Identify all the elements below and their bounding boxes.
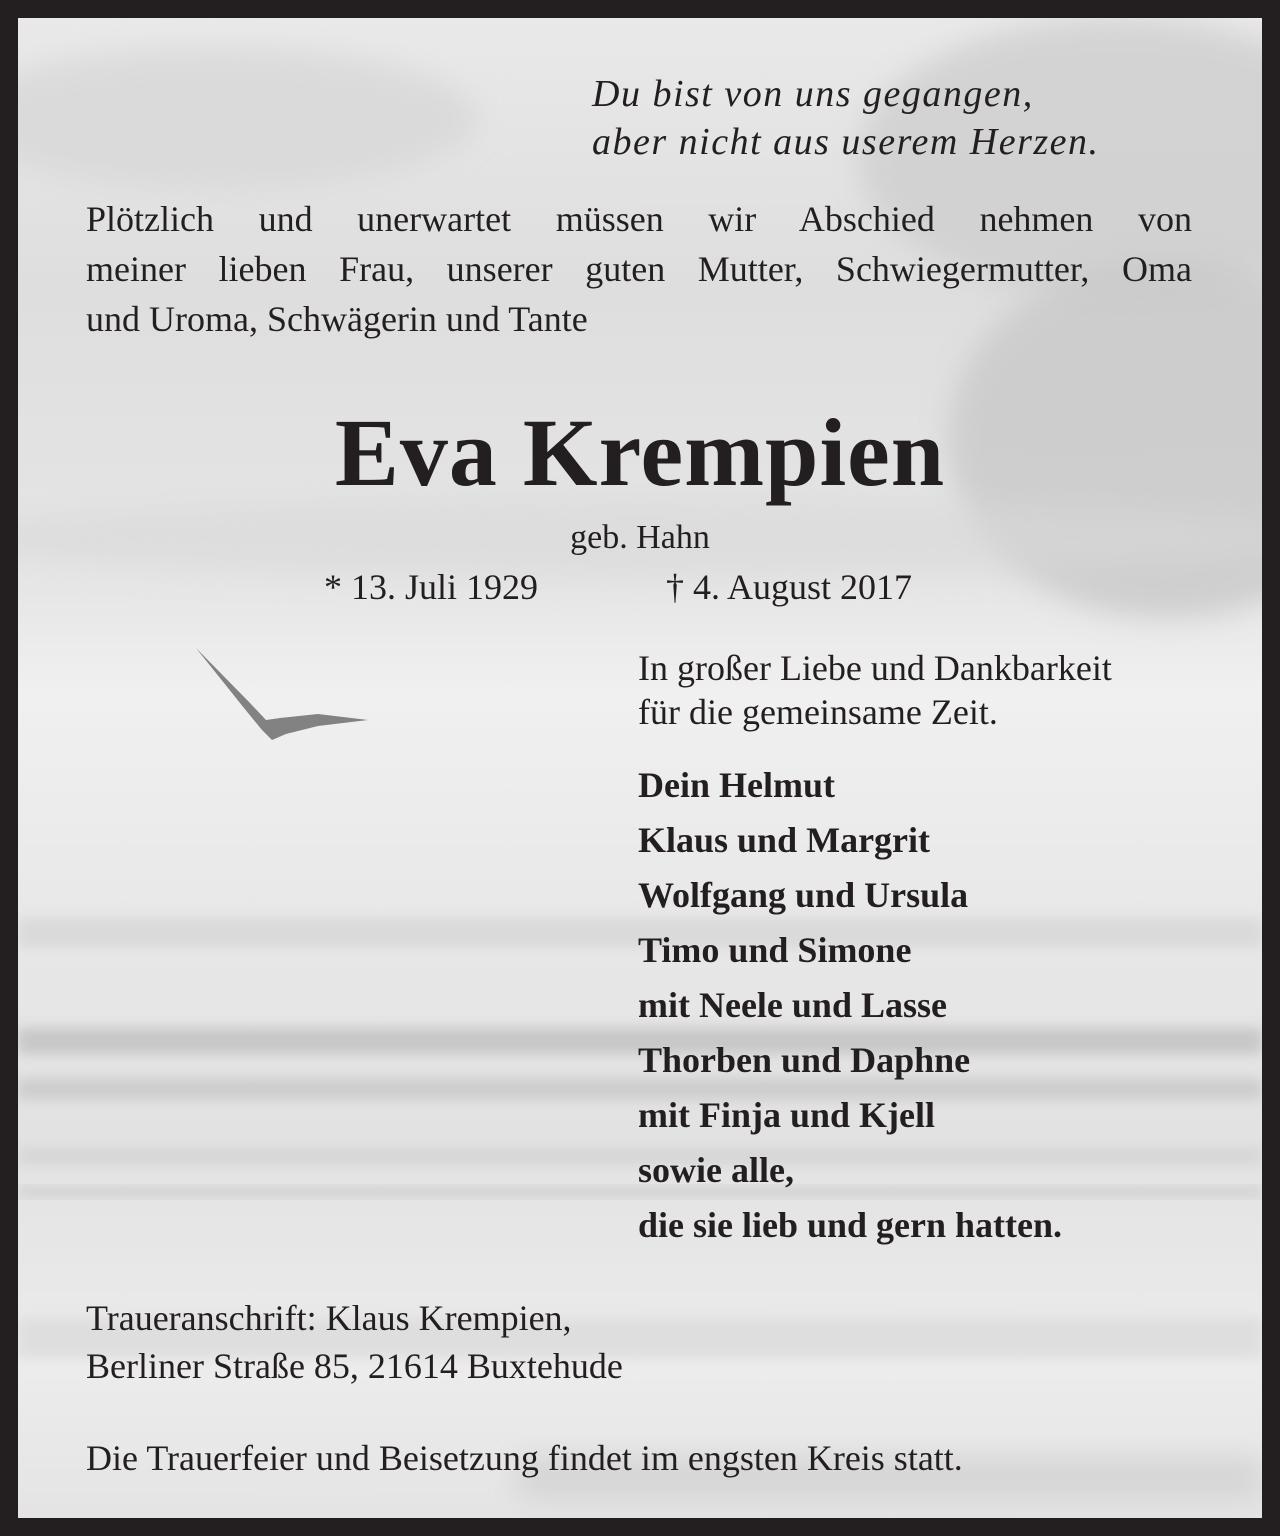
mourner-line: Timo und Simone <box>638 930 912 970</box>
mourner-line: Thorben und Daphne <box>638 1040 971 1080</box>
mourners-list <box>638 758 1062 1253</box>
intro-line: und Uroma, Schwägerin und Tante <box>86 299 588 339</box>
motto-line: Du bist von uns gegangen, <box>592 73 1034 115</box>
mourner-line: Dein Helmut <box>638 765 835 805</box>
mourner-line: die sie lieb und gern hatten. <box>638 1205 1063 1245</box>
death-date: † 4. August 2017 <box>666 567 913 607</box>
birth-date: * 13. Juli 1929 <box>324 567 539 607</box>
intro-line: Plötzlich und unerwartet müssen wir Abschied nehmen von <box>86 199 1192 239</box>
maiden-name: geb. Hahn <box>570 519 710 556</box>
ceremony-note: Die Trauerfeier und Beisetzung findet im engsten Kreis statt. <box>86 1438 963 1478</box>
mourner-line: mit Neele und Lasse <box>638 985 947 1025</box>
mourner-line: Wolfgang und Ursula <box>638 875 969 915</box>
mourner-line: Klaus und Margrit <box>638 820 931 860</box>
intro-line: meiner lieben Frau, unserer guten Mutter, Schwiegermutter, Oma <box>86 249 1192 289</box>
mourner-line: mit Finja und Kjell <box>638 1095 936 1135</box>
motto-line: aber nicht aus userem Herzen. <box>592 121 1100 163</box>
address-line: Berliner Straße 85, 21614 Buxtehude <box>86 1346 623 1386</box>
thanks-line: In großer Liebe und Dankbarkeit <box>638 648 1112 688</box>
motto-quote <box>592 70 1100 166</box>
intro-text <box>86 194 1192 344</box>
address-line: Traueranschrift: Klaus Krempien, <box>86 1298 572 1338</box>
deceased-name: Eva Krempien <box>334 399 946 506</box>
mourning-address <box>86 1294 623 1390</box>
seagull-icon <box>196 648 368 740</box>
thanks-line: für die gemeinsame Zeit. <box>638 692 998 732</box>
mourner-line: sowie alle, <box>638 1150 794 1190</box>
thanks-text <box>638 646 1112 734</box>
